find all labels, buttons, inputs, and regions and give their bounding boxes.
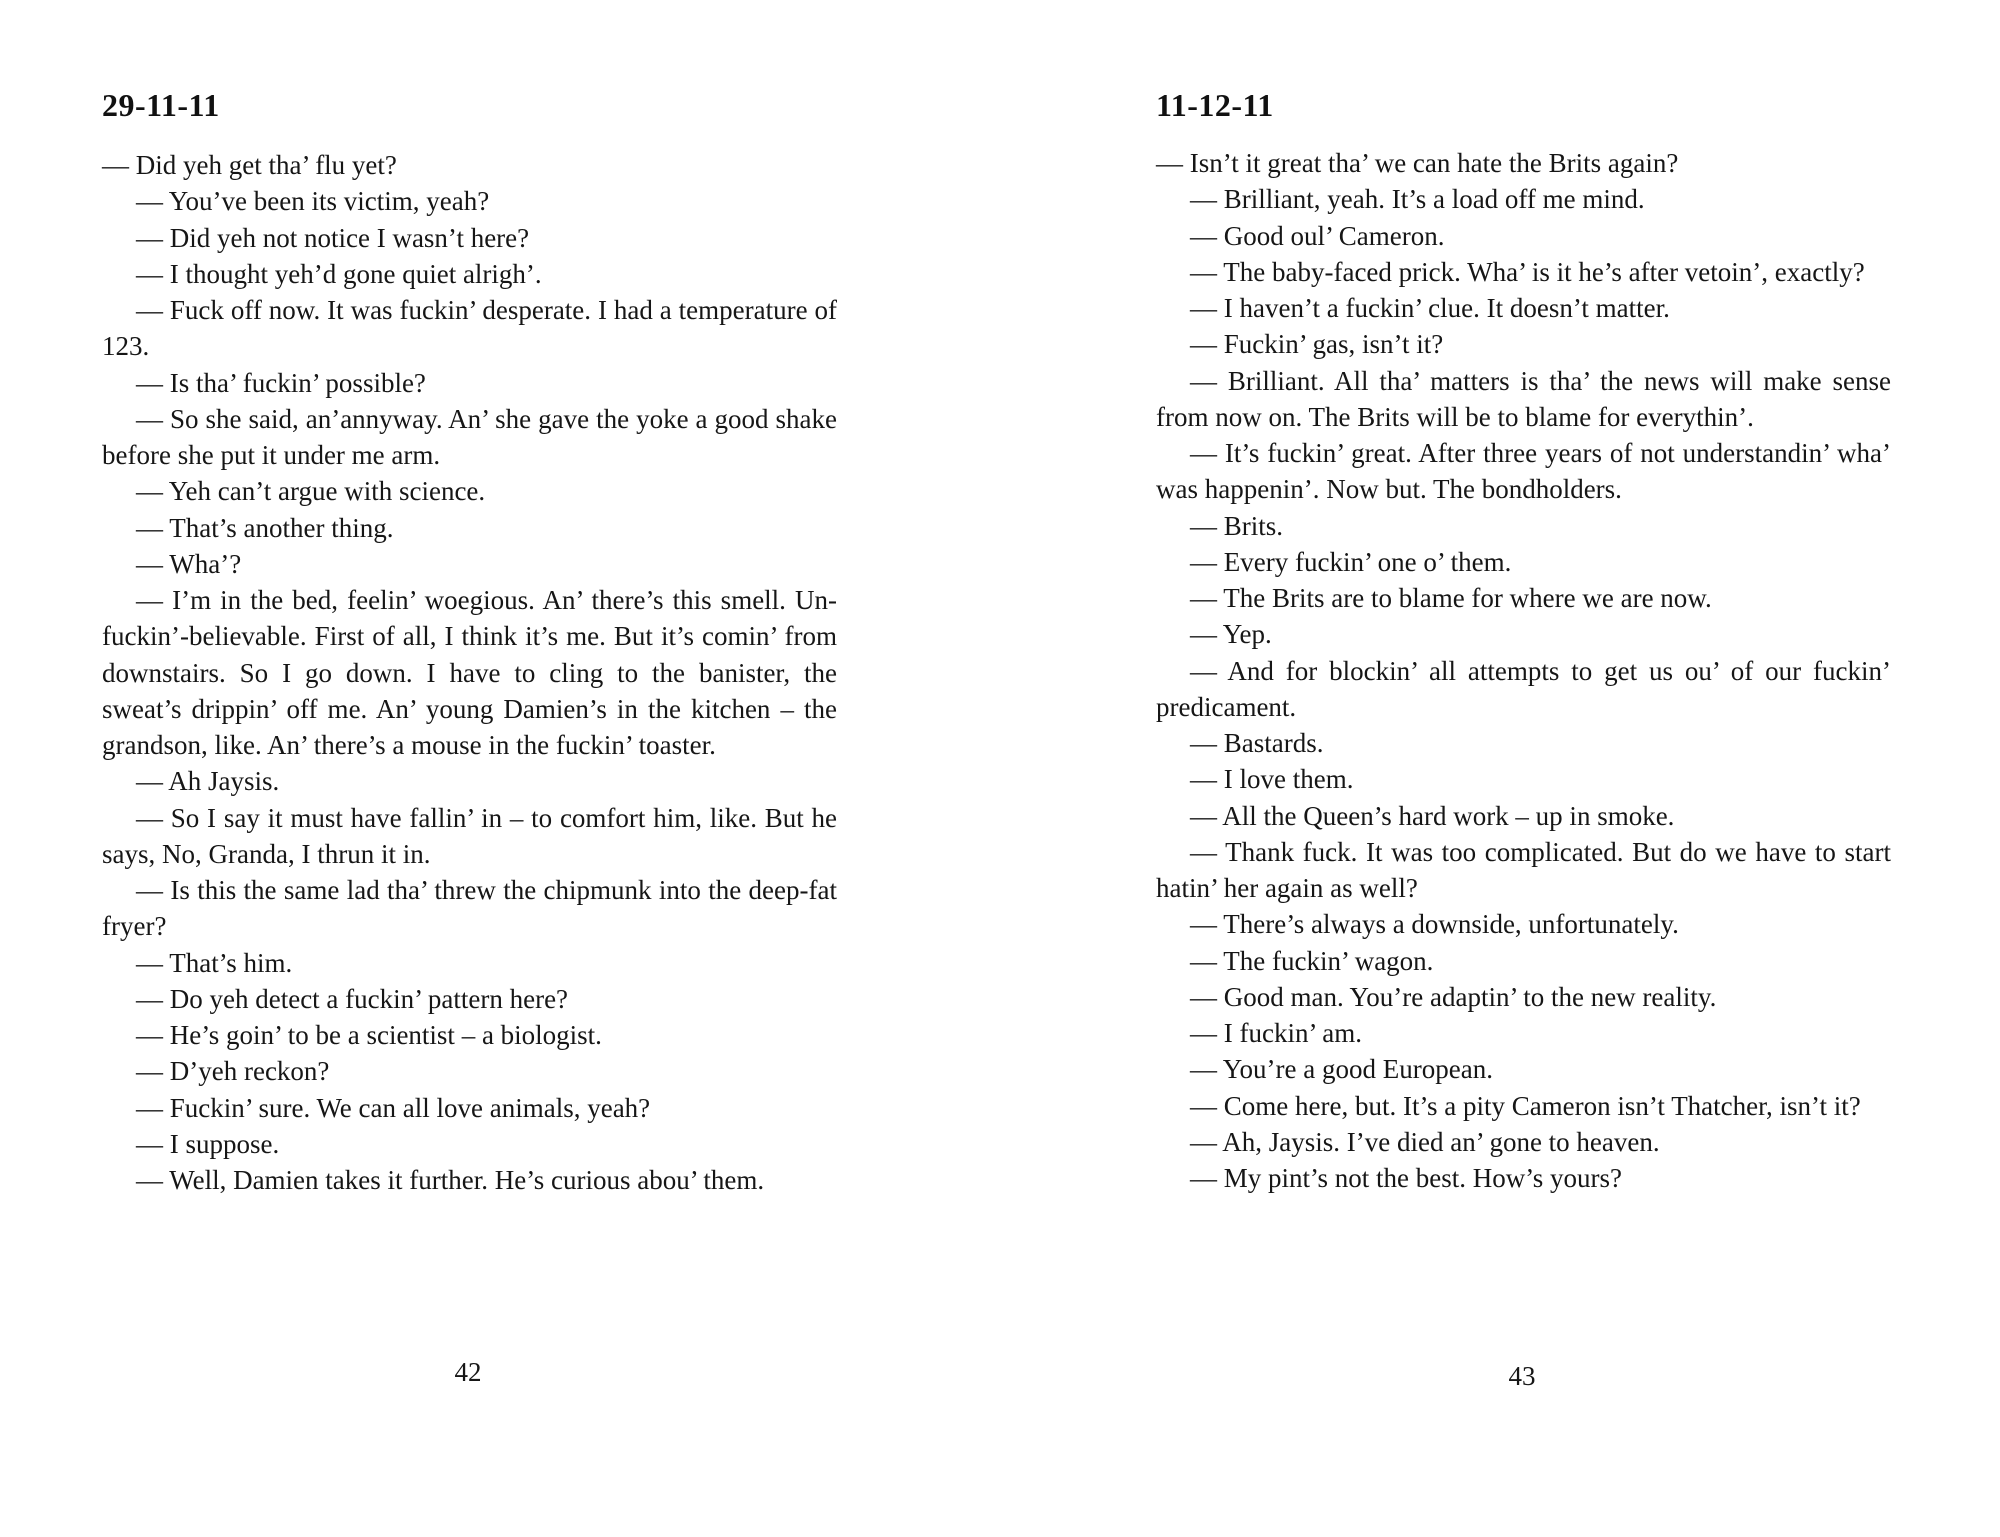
dialogue-line: — Come here, but. It’s a pity Cameron isn’t Thatcher, isn’t it?	[1190, 1090, 1861, 1121]
left-page-body	[102, 147, 837, 1198]
dialogue-line: — Ah, Jaysis. I’ve died an’ gone to heaven.	[1190, 1126, 1660, 1157]
dialogue-line: — All the Queen’s hard work – up in smoke.	[1190, 800, 1675, 831]
dialogue-line: — So she said, an’annyway. An’ she gave the yoke a good shake before she put it under me arm.	[102, 403, 837, 470]
dialogue-line: — And for blockin’ all attempts to get us ou’ of our fuckin’ predicament.	[1156, 655, 1891, 722]
right-page-date-heading: 11-12-11	[1156, 87, 1274, 123]
dialogue-line: — Bastards.	[1190, 728, 1324, 758]
dialogue-line: — My pint’s not the best. How’s yours?	[1190, 1163, 1622, 1193]
dialogue-line: — I’m in the bed, feelin’ woegious. An’ there’s this smell. Un-fuckin’-believable. First of all, I think it’s me. But it’s comin’ from downstairs. So I go down. I have to cling to the banister, the sweat’s drippin’ off me. An’ young Damien’s in the kitchen – the grandson, like. An’ there’s a mouse in the fuckin’ toaster.	[102, 585, 837, 760]
dialogue-line: — Brilliant, yeah. It’s a load off me mind.	[1190, 184, 1645, 215]
dialogue-line: — Isn’t it great tha’ we can hate the Brits again?	[1156, 148, 1679, 178]
dialogue-line: — You’ve been its victim, yeah?	[136, 186, 490, 217]
dialogue-line: — The Brits are to blame for where we are now.	[1190, 583, 1712, 613]
dialogue-line: — D’yeh reckon?	[136, 1056, 330, 1087]
dialogue-line: — Wha’?	[136, 548, 242, 579]
dialogue-line: — I love them.	[1190, 764, 1354, 795]
left-page-date-heading: 29-11-11	[102, 87, 220, 123]
dialogue-line: — You’re a good European.	[1190, 1054, 1493, 1085]
left-page-number: 42	[454, 1357, 482, 1387]
dialogue-line: — I thought yeh’d gone quiet alrigh’.	[136, 258, 542, 289]
right-page	[1000, 0, 2000, 1537]
dialogue-line: — Well, Damien takes it further. He’s curious abou’ them.	[136, 1165, 765, 1195]
dialogue-line: — He’s goin’ to be a scientist – a biologist.	[136, 1020, 602, 1050]
dialogue-line: — Did yeh not notice I wasn’t here?	[136, 222, 530, 253]
dialogue-line: — The baby-faced prick. Wha’ is it he’s after vetoin’, exactly?	[1190, 256, 1865, 287]
dialogue-line: — Thank fuck. It was too complicated. But do we have to start hatin’ her again as well?	[1156, 836, 1891, 903]
dialogue-line: — Good oul’ Cameron.	[1190, 220, 1445, 251]
dialogue-line: — Good man. You’re adaptin’ to the new reality.	[1190, 981, 1717, 1012]
dialogue-line: — It’s fuckin’ great. After three years of not understandin’ wha’ was happenin’. Now but. The bondholders.	[1156, 438, 1891, 505]
dialogue-line: — I suppose.	[136, 1128, 280, 1159]
dialogue-line: — Brits.	[1190, 510, 1284, 541]
right-page-body	[1156, 145, 1891, 1196]
dialogue-line: — Fuck off now. It was fuckin’ desperate. I had a temperature of 123.	[102, 295, 837, 362]
dialogue-line: — Did yeh get tha’ flu yet?	[102, 150, 397, 180]
dialogue-line: — Do yeh detect a fuckin’ pattern here?	[136, 983, 569, 1014]
dialogue-line: — Fuckin’ gas, isn’t it?	[1190, 329, 1444, 360]
right-page-number: 43	[1508, 1361, 1536, 1391]
dialogue-line: — Yep.	[1190, 619, 1272, 650]
dialogue-line: — Ah Jaysis.	[136, 766, 280, 797]
dialogue-line: — Is this the same lad tha’ threw the chipmunk into the deep-fat fryer?	[102, 875, 837, 942]
dialogue-line: — The fuckin’ wagon.	[1190, 945, 1434, 976]
dialogue-line: — Yeh can’t argue with science.	[136, 476, 486, 507]
dialogue-line: — So I say it must have fallin’ in – to comfort him, like. But he says, No, Granda, I thrun it in.	[102, 802, 837, 869]
dialogue-line: — There’s always a downside, unfortunately.	[1190, 909, 1679, 940]
dialogue-line: — Brilliant. All tha’ matters is tha’ the news will make sense from now on. The Brits will be to blame for everythin’.	[1156, 365, 1891, 432]
dialogue-line: — I fuckin’ am.	[1190, 1018, 1362, 1048]
dialogue-line: — Fuckin’ sure. We can all love animals, yeah?	[136, 1092, 651, 1123]
dialogue-line: — I haven’t a fuckin’ clue. It doesn’t matter.	[1190, 293, 1670, 323]
dialogue-line: — That’s another thing.	[136, 512, 394, 543]
dialogue-line: — Every fuckin’ one o’ them.	[1190, 546, 1512, 577]
dialogue-line: — Is tha’ fuckin’ possible?	[136, 367, 426, 398]
dialogue-line: — That’s him.	[136, 947, 293, 978]
